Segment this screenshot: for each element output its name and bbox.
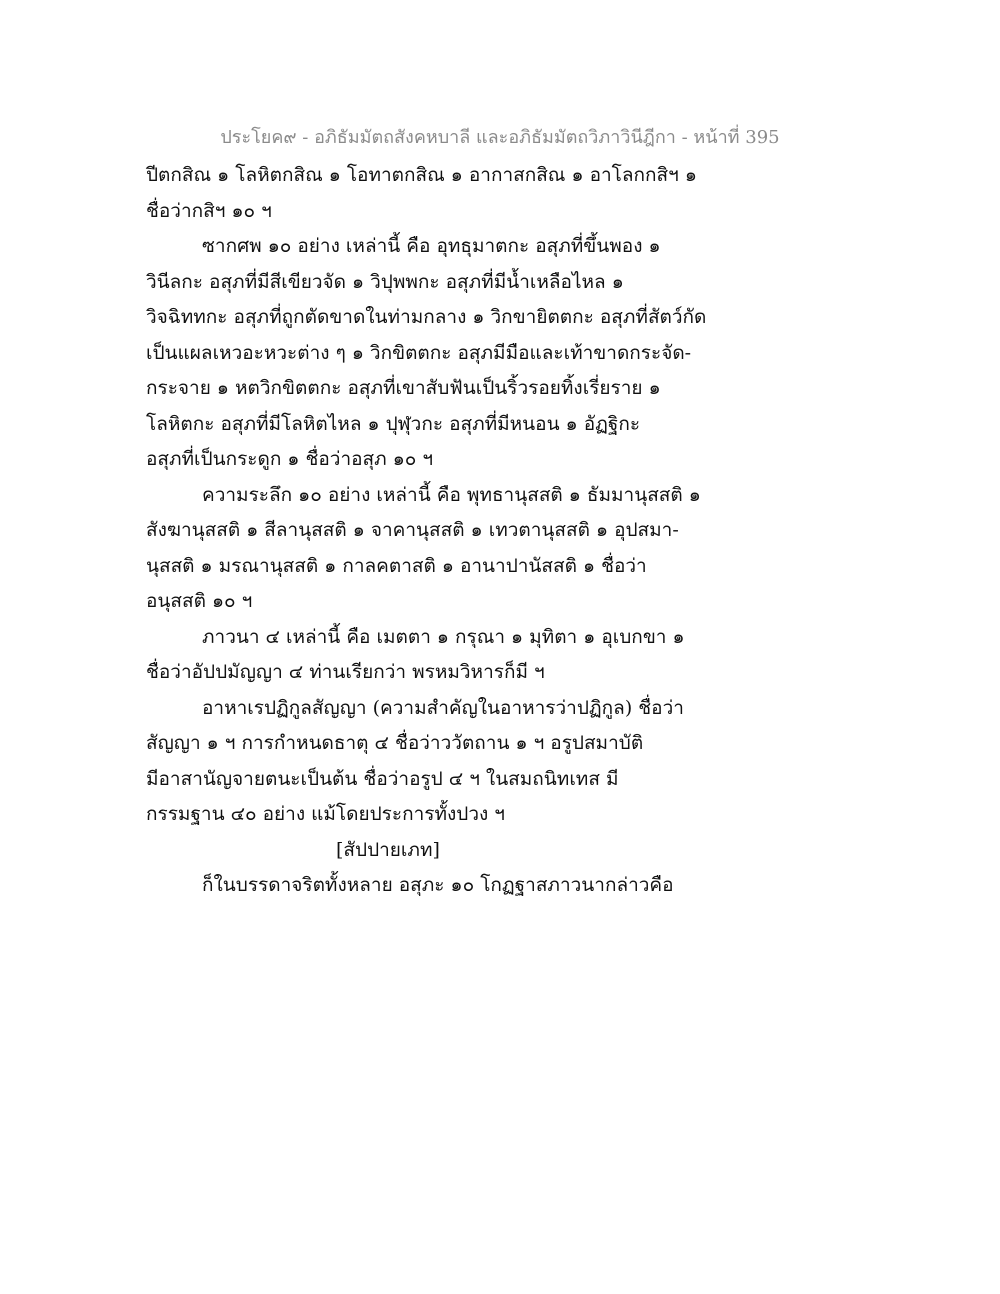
text-line: ชื่อว่ากสิฯ ๑๐ ฯ xyxy=(146,199,272,222)
paragraph-start-line: ภาวนา ๔ เหล่านี้ คือ เมตตา ๑ กรุณา ๑ มุทิตา ๑ อุเบกขา ๑ xyxy=(202,625,685,648)
text-line: สัญญา ๑ ฯ การกำหนดธาตุ ๔ ชื่อว่าววัตถาน ๑ ฯ อรูปสมาบัติ xyxy=(146,732,644,754)
paragraph-start-line: ก็ในบรรดาจริตทั้งหลาย อสุภะ ๑๐ โกฏฐาสภาวนากล่าวคือ xyxy=(202,874,674,896)
text-line: มีอาสานัญจายตนะเป็นต้น ชื่อว่าอรูป ๔ ฯ ในสมถนิทเทส มี xyxy=(146,767,619,790)
paragraph-start-line: อาหาเรปฏิกูลสัญญา (ความสำคัญในอาหารว่าปฏิกูล) ชื่อว่า xyxy=(202,696,684,719)
text-line: ชื่อว่าอัปปมัญญา ๔ ท่านเรียกว่า พรหมวิหารก็มี ฯ xyxy=(146,661,545,683)
text-line: โลหิตกะ อสุภที่มีโลหิตไหล ๑ ปุฬุวกะ อสุภที่มีหนอน ๑ อัฏฐิกะ xyxy=(146,412,641,435)
text-line: สังฆานุสสติ ๑ สีลานุสสติ ๑ จาคานุสสติ ๑ เทวตานุสสติ ๑ อุปสมา- xyxy=(146,519,679,541)
text-line: อสุภที่เป็นกระดูก ๑ ชื่อว่าอสุภ ๑๐ ฯ xyxy=(146,448,434,470)
paragraph-start-line: ความระลึก ๑๐ อย่าง เหล่านี้ คือ พุทธานุสสติ ๑ ธัมมานุสสติ ๑ xyxy=(202,483,701,506)
section-heading: [สัปปายเภท] xyxy=(336,838,440,861)
text-line: ปีตกสิณ ๑ โลหิตกสิณ ๑ โอทาตกสิณ ๑ อากาสกสิณ ๑ อาโลกกสิฯ ๑ xyxy=(146,164,697,186)
body-text xyxy=(146,158,886,904)
text-line: กระจาย ๑ หตวิกขิตตกะ อสุภที่เขาสับฟันเป็นริ้วรอยทิ้งเรี่ยราย ๑ xyxy=(146,377,661,399)
text-line: นุสสติ ๑ มรณานุสสติ ๑ กาลคตาสติ ๑ อานาปานัสสติ ๑ ชื่อว่า xyxy=(146,554,647,577)
paragraph-start-line: ซากศพ ๑๐ อย่าง เหล่านี้ คือ อุทธุมาตกะ อสุภที่ขึ้นพอง ๑ xyxy=(202,235,661,257)
text-line: กรรมฐาน ๔๐ อย่าง แม้โดยประการทั้งปวง ฯ xyxy=(146,803,505,825)
text-line: วินีลกะ อสุภที่มีสีเขียวจัด ๑ วิปุพพกะ อสุภที่มีน้ำเหลือไหล ๑ xyxy=(146,270,624,293)
text-line: อนุสสติ ๑๐ ฯ xyxy=(146,590,253,612)
page-header: ประโยค๙ - อภิธัมมัตถสังคหบาลี และอภิธัมมัตถวิภาวินีฎีกา - หน้าที่ 395 xyxy=(220,127,780,148)
text-line: วิจฉิททกะ อสุภที่ถูกตัดขาดในท่ามกลาง ๑ วิกขายิตตกะ อสุภที่สัตว์กัด xyxy=(146,306,707,328)
text-line: เป็นแผลเหวอะหวะต่าง ๆ ๑ วิกขิตตกะ อสุภมีมือและเท้าขาดกระจัด- xyxy=(146,341,692,364)
